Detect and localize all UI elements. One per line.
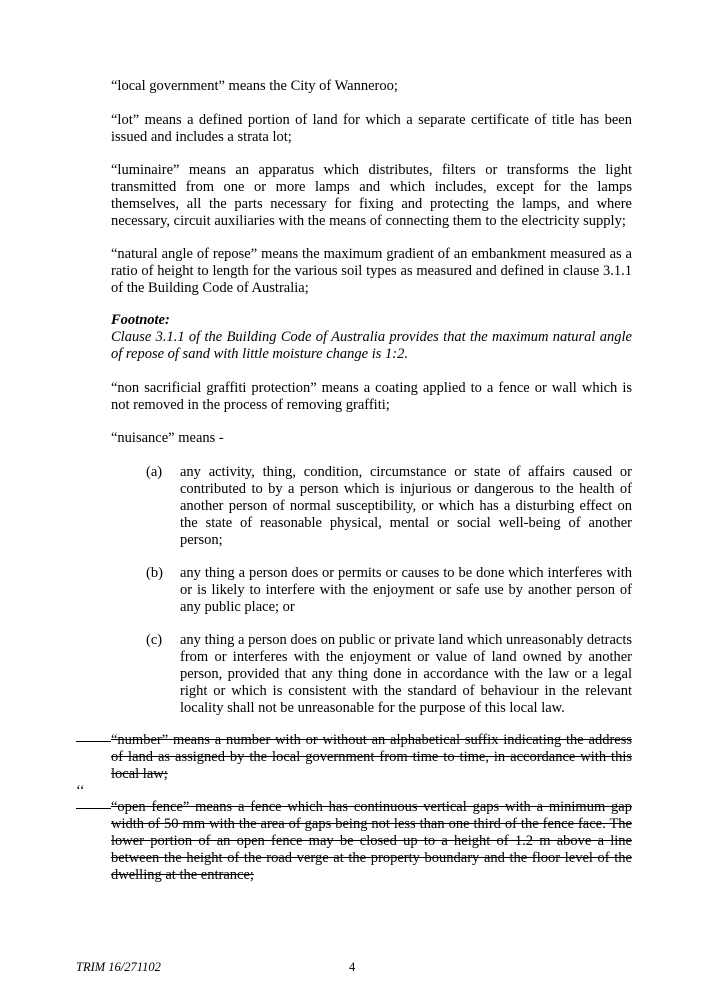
nuisance-item-label: (b) xyxy=(146,565,163,581)
nuisance-item-text: any activity, thing, condition, circumstance or state of affairs caused or contributed to by a person which is injurious or dangerous to the health of another person of normal susceptibility, or which has a disturbing effect on the state of reasonable physical, mental or social well-being of another person; xyxy=(180,464,632,548)
deletion-lead-line xyxy=(76,808,111,809)
definition-open-fence-deleted: “open fence” means a fence which has continuous vertical gaps with a minimum gap width of 50 mm with the area of gaps being not less than one third of the fence face. The lower portion of an open fence may be closed up to a height of 1.2 m above a line between the height of the road verge at the property boundary and the floor level of the dwelling at the entrance; xyxy=(111,799,632,883)
footer-trim-reference: TRIM 16/271102 xyxy=(76,960,161,974)
nuisance-item-label: (a) xyxy=(146,464,163,480)
definition-local-government: “local government” means the City of Wanneroo; xyxy=(111,78,398,94)
stray-quote-mark: ‘‘ xyxy=(76,783,85,799)
deletion-lead-line xyxy=(76,741,111,742)
definition-natural-angle-of-repose: “natural angle of repose” means the maximum gradient of an embankment measured as a ratio of height to length for the various soil types as measured and defined in clause 3.1.1 of the Building Code of Australia; xyxy=(111,246,632,296)
definition-number-deleted: “number” means a number with or without an alphabetical suffix indicating the address of land as assigned by the local government from time to time, in accordance with this local law; xyxy=(111,732,632,782)
definition-lot: “lot” means a defined portion of land for which a separate certificate of title has been issued and includes a strata lot; xyxy=(111,112,632,145)
definition-nuisance-intro: “nuisance” means - xyxy=(111,430,224,446)
definition-luminaire: “luminaire” means an apparatus which distributes, filters or transforms the light transmitted from one or more lamps and which includes, except for the lamps themselves, all the parts necessary for fixing and protecting the lamps, and where necessary, circuit auxiliaries with the means of connecting them to the electricity supply; xyxy=(111,162,632,229)
nuisance-item-text: any thing a person does on public or private land which unreasonably detracts from or interferes with the enjoyment or value of land owned by another person, provided that any thing done in accordance with the law or a legal right or which is consistent with the standard of behaviour in the relevant locality shall not be unreasonable for the purpose of this local law. xyxy=(180,632,632,716)
footnote-text: Clause 3.1.1 of the Building Code of Australia provides that the maximum natural angle of repose of sand with little moisture change is 1:2. xyxy=(111,329,632,362)
nuisance-item-text: any thing a person does or permits or causes to be done which interferes with or is likely to interfere with the enjoyment or safe use by another person of any public place; or xyxy=(180,565,632,615)
footer-page-number: 4 xyxy=(349,960,356,974)
footnote-heading: Footnote: xyxy=(111,312,170,328)
nuisance-item-label: (c) xyxy=(146,632,163,648)
definition-non-sacrificial-graffiti-protection: “non sacrificial graffiti protection” means a coating applied to a fence or wall which is not removed in the process of removing graffiti; xyxy=(111,380,632,413)
